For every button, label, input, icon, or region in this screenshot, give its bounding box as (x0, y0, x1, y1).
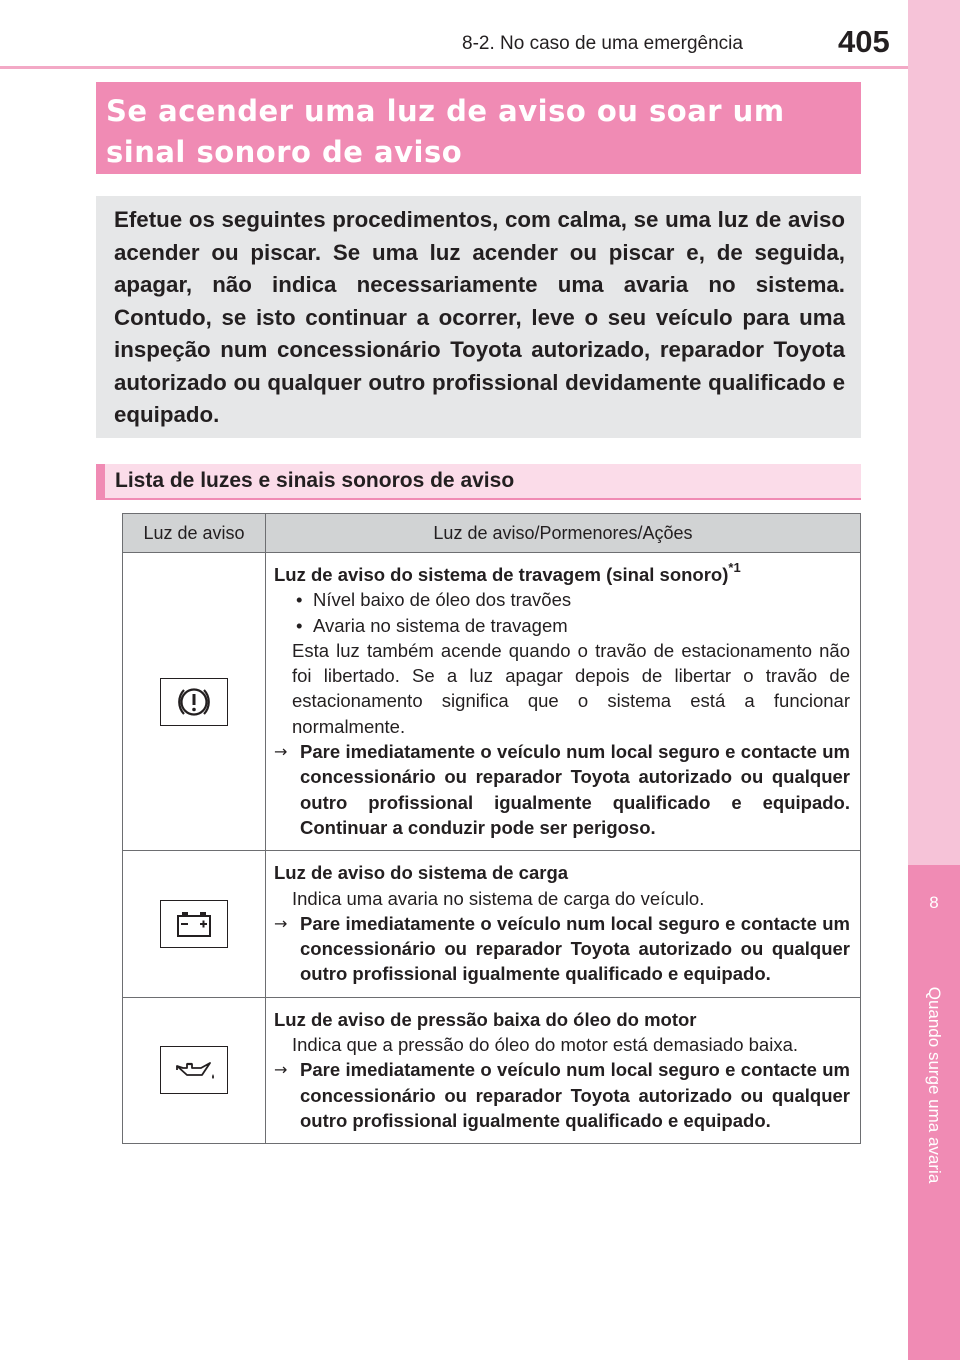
subheading-text: Lista de luzes e sinais sonoros de aviso (115, 469, 515, 492)
column-header-light: Luz de aviso (123, 514, 266, 553)
table-header-row (123, 514, 861, 553)
description-cell (266, 553, 861, 851)
page-title (106, 91, 851, 173)
icon-cell (123, 851, 266, 997)
column-header-details: Luz de aviso/Pormenores/Ações (266, 514, 861, 553)
arrow-icon: → (274, 913, 288, 933)
action-text: Pare imediatamente o veículo num local seguro e contacte um concessionário ou reparador Toyota autorizado ou qualquer outro profissional igualmente qualificado e equipado. (300, 1059, 850, 1131)
table-row (123, 997, 861, 1143)
row-detail: Indica uma avaria no sistema de carga do veículo. (292, 887, 705, 909)
footnote-marker: *1 (728, 559, 741, 575)
icon-cell (123, 997, 266, 1143)
table-row (123, 851, 861, 997)
title-banner (96, 82, 861, 174)
row-action (274, 911, 850, 987)
row-title: Luz de aviso do sistema de travagem (sinal sonoro)$^{*1}$ (274, 559, 741, 585)
oil-pressure-warning-icon (160, 1046, 228, 1094)
page-title-line-1: Se acender uma luz de aviso ou soar um (106, 94, 785, 128)
battery-charge-warning-icon (160, 900, 228, 948)
arrow-icon: → (274, 742, 288, 762)
description-cell (266, 851, 861, 997)
intro-box (96, 196, 861, 438)
row-title: Luz de aviso de pressão baixa do óleo do motor (274, 1008, 697, 1030)
row-action (274, 1057, 850, 1133)
subheading (96, 464, 861, 500)
brake-system-warning-icon (160, 678, 228, 726)
list-item: • Avaria no sistema de travagem (296, 614, 568, 636)
arrow-icon: → (274, 1060, 288, 1080)
row-detail: Indica que a pressão do óleo do motor está demasiado baixa. (292, 1034, 798, 1056)
row-detail: Esta luz também acende quando o travão de estacionamento não foi libertado. Se a luz apagar depois de libertar o travão de estacionamento significa que o sistema está a funcionar normalmente. (292, 639, 850, 737)
action-text: Pare imediatamente o veículo num local seguro e contacte um concessionário ou reparador Toyota autorizado ou qualquer outro profissional igualmente qualificado e equipado. (300, 912, 850, 985)
page-title-line-2: sinal sonoro de aviso (106, 135, 463, 169)
action-text: Pare imediatamente o veículo num local seguro e contacte um concessionário ou reparador Toyota autorizado ou qualquer outro profissional igualmente qualificado e equipado. Continuar a conduzir pode ser perigoso. (300, 741, 850, 838)
chapter-number: 8 (929, 893, 939, 912)
description-cell (266, 997, 861, 1143)
section-title: 8-2. No caso de uma emergência (462, 33, 743, 54)
warning-lights-table (122, 513, 861, 1144)
row-title: Luz de aviso do sistema de carga (274, 862, 569, 884)
chapter-title: Quando surge uma avaria (925, 986, 944, 1184)
table-row (123, 553, 861, 851)
page-header (0, 0, 908, 69)
intro-text: Efetue os seguintes procedimentos, com calma, se uma luz de aviso acender ou piscar. Se uma luz acender ou piscar e, de seguida, apagar, não indica necessariamente uma avaria no sistema. Contudo, se isto continuar a ocorrer, leve o seu veículo para uma inspeção num concessionário Toyota autorizado, reparador Toyota autorizado ou qualquer outro profissional devidamente qualificado e equipado. (114, 207, 845, 427)
list-item: • Nível baixo de óleo dos travões (296, 589, 572, 611)
icon-cell (123, 553, 266, 851)
page-number: 405 (838, 24, 890, 59)
row-action (274, 739, 850, 840)
